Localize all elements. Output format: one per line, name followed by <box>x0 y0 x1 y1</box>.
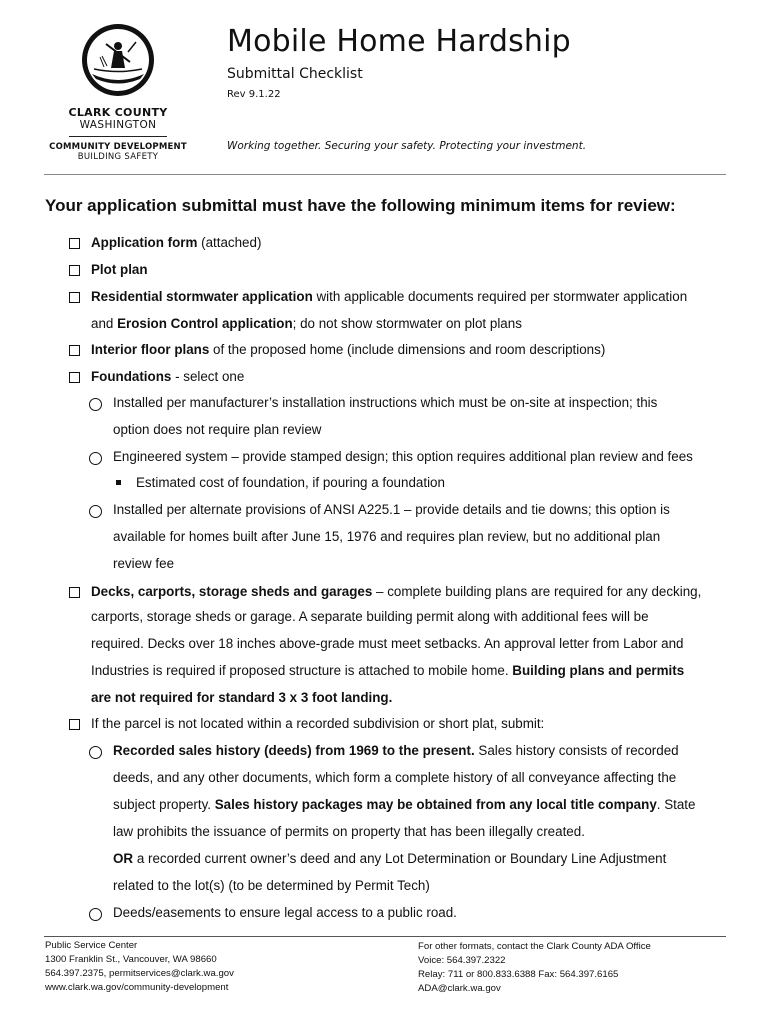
foundation-option-2: Engineered system – provide stamped design; this option requires additional plan review and fees <box>113 449 693 464</box>
tagline: Working together. Securing your safety. Protecting your investment. <box>227 140 587 152</box>
item-parcel: If the parcel is not located within a recorded subdivision or short plat, submit: <box>91 716 545 731</box>
item-stormwater: Residential stormwater application with applicable documents required per stormwater application <box>91 289 688 304</box>
item-application-form: Application form (attached) <box>91 235 262 250</box>
item-foundations: Foundations - select one <box>91 369 245 384</box>
item-decks-cont1: carports, storage sheds or garage. A separate building permit along with additional fees will be <box>91 609 649 624</box>
checkbox-parcel[interactable] <box>69 719 80 730</box>
radio-foundation-engineered[interactable] <box>89 452 102 465</box>
item-decks-cont2: required. Decks over 18 inches above-grade must meet setbacks. An approval letter from Labor and <box>91 636 684 651</box>
foundation-option-3: Installed per alternate provisions of ANSI A225.1 – provide details and tie downs; this option is <box>113 502 670 517</box>
footer-email[interactable]: ADA@clark.wa.gov <box>418 983 501 994</box>
foundation-option-1: Installed per manufacturer’s installation instructions which must be on-site at inspection; this <box>113 395 658 410</box>
checkbox-plot-plan[interactable] <box>69 265 80 276</box>
footer-voice: Voice: 564.397.2322 <box>418 955 506 966</box>
county-seal-logo <box>80 22 156 98</box>
checkbox-floor-plans[interactable] <box>69 345 80 356</box>
org-state: WASHINGTON <box>79 119 157 131</box>
division-name: BUILDING SAFETY <box>77 152 159 162</box>
item-stormwater-cont: and Erosion Control application; do not show stormwater on plot plans <box>91 316 522 331</box>
parcel-option-1-cont3: law prohibits the issuance of permits on property that has been illegally created. <box>113 824 585 839</box>
foundation-option-3-cont1: available for homes built after June 15, 1976 and requires plan review, but no additional plan <box>113 529 661 544</box>
footer-left <box>45 939 234 995</box>
org-name: CLARK COUNTY <box>68 106 168 119</box>
dept-name: COMMUNITY DEVELOPMENT <box>49 142 187 152</box>
org-identity <box>40 106 196 162</box>
radio-parcel-deeds[interactable] <box>89 908 102 921</box>
foundation-option-2-sub: Estimated cost of foundation, if pouring a foundation <box>136 475 445 490</box>
foundation-option-3-cont2: review fee <box>113 556 175 571</box>
parcel-option-1: Recorded sales history (deeds) from 1969 to the present. Sales history consists of recorded <box>113 743 679 758</box>
footer-relay: Relay: 711 or 800.833.6388 Fax: 564.397.6165 <box>418 969 619 980</box>
parcel-option-1-cont1: deeds, and any other documents, which form a complete history of all conveyance affecting the <box>113 770 677 785</box>
revision-label: Rev 9.1.22 <box>227 89 281 100</box>
item-plot-plan: Plot plan <box>91 262 148 277</box>
checkbox-stormwater[interactable] <box>69 292 80 303</box>
header-divider <box>44 174 726 175</box>
radio-foundation-manufacturer[interactable] <box>89 398 102 411</box>
footer-divider <box>44 936 726 937</box>
org-divider <box>69 136 167 137</box>
parcel-option-1-cont5: related to the lot(s) (to be determined by Permit Tech) <box>113 878 430 893</box>
parcel-option-1-cont4: OR a recorded current owner’s deed and any Lot Determination or Boundary Line Adjustment <box>113 851 667 866</box>
parcel-option-2: Deeds/easements to ensure legal access to a public road. <box>113 905 457 920</box>
parcel-option-1-cont2: subject property. Sales history packages may be obtained from any local title company. State <box>113 797 696 812</box>
checkbox-decks[interactable] <box>69 587 80 598</box>
foundation-option-1-cont: option does not require plan review <box>113 422 322 437</box>
bullet-square-icon <box>116 480 121 485</box>
footer-website[interactable]: www.clark.wa.gov/community-development <box>45 982 229 993</box>
footer-contact[interactable]: 564.397.2375, permitservices@clark.wa.gov <box>45 968 234 979</box>
item-decks-cont3: Industries is required if proposed structure is attached to mobile home. Building plans and permits <box>91 663 685 678</box>
section-heading: Your application submittal must have the following minimum items for review: <box>45 196 676 215</box>
footer-ada: For other formats, contact the Clark County ADA Office <box>418 941 651 952</box>
item-decks: Decks, carports, storage sheds and garages – complete building plans are required for any decking, <box>91 584 702 599</box>
page-title: Mobile Home Hardship <box>227 24 571 59</box>
radio-parcel-sales-history[interactable] <box>89 746 102 759</box>
checkbox-application-form[interactable] <box>69 238 80 249</box>
item-floor-plans: Interior floor plans of the proposed home (include dimensions and room descriptions) <box>91 342 606 357</box>
radio-foundation-ansi[interactable] <box>89 505 102 518</box>
footer-address: 1300 Franklin St., Vancouver, WA 98660 <box>45 954 217 965</box>
item-decks-cont4: are not required for standard 3 x 3 foot landing. <box>91 690 393 705</box>
footer-office: Public Service Center <box>45 940 138 951</box>
checkbox-foundations[interactable] <box>69 372 80 383</box>
footer-right <box>418 940 651 996</box>
page-subtitle: Submittal Checklist <box>227 66 363 82</box>
